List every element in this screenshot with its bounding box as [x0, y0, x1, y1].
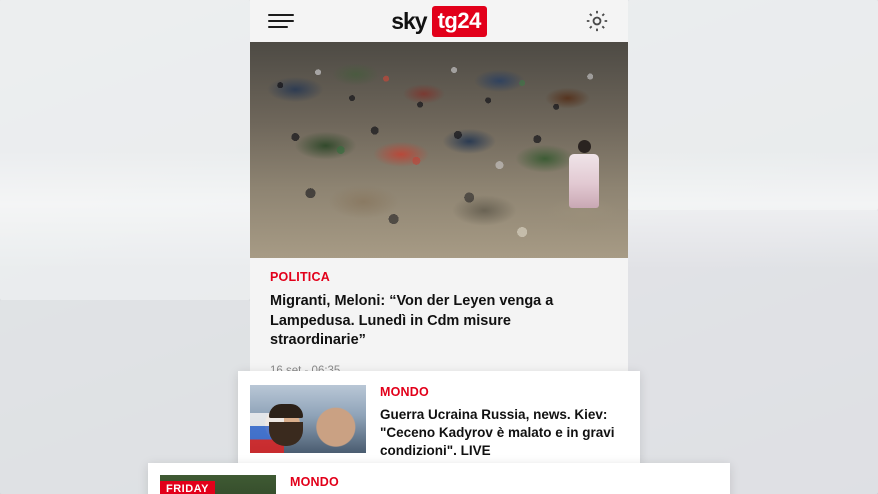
figure-body — [569, 154, 599, 208]
logo-sky-text: sky — [391, 7, 427, 34]
list-item-text — [380, 385, 628, 459]
hamburger-line — [268, 14, 294, 16]
background-card-left-top — [0, 0, 250, 300]
hamburger-line — [268, 26, 288, 28]
hero-image-wrap[interactable] — [250, 42, 628, 258]
hero-image-figure — [566, 140, 602, 230]
list-item-thumbnail[interactable] — [250, 385, 366, 453]
logo-tg24-badge: tg24 — [432, 6, 487, 37]
list-item[interactable] — [148, 463, 730, 494]
site-logo[interactable] — [391, 6, 487, 37]
figure-head — [578, 140, 591, 153]
hat-detail — [269, 404, 303, 418]
hero-article[interactable] — [250, 258, 628, 377]
hamburger-icon[interactable] — [268, 12, 294, 30]
list-item-headline[interactable]: Guerra Ucraina Russia, news. Kiev: "Ceceno Kadyrov è malato e in gravi condizioni". LIVE — [380, 407, 615, 459]
list-item-thumbnail[interactable] — [160, 475, 276, 494]
hero-kicker: POLITICA — [270, 270, 330, 284]
gear-icon[interactable] — [584, 8, 610, 34]
list-item-text — [290, 475, 718, 494]
background-card-right-top — [628, 0, 878, 210]
hero-image[interactable] — [250, 42, 628, 258]
app-header — [250, 0, 628, 42]
hamburger-line — [268, 20, 294, 22]
background-card-right-bottom — [628, 210, 878, 494]
hero-headline[interactable]: Migranti, Meloni: “Von der Leyen venga a Lampedusa. Lunedì in Cdm misure straordinarie” — [270, 293, 554, 349]
badge-label: FRIDAY — [160, 481, 215, 494]
list-item-kicker: MONDO — [290, 475, 339, 489]
list-item[interactable] — [238, 371, 640, 467]
list-item-kicker: MONDO — [380, 385, 429, 399]
